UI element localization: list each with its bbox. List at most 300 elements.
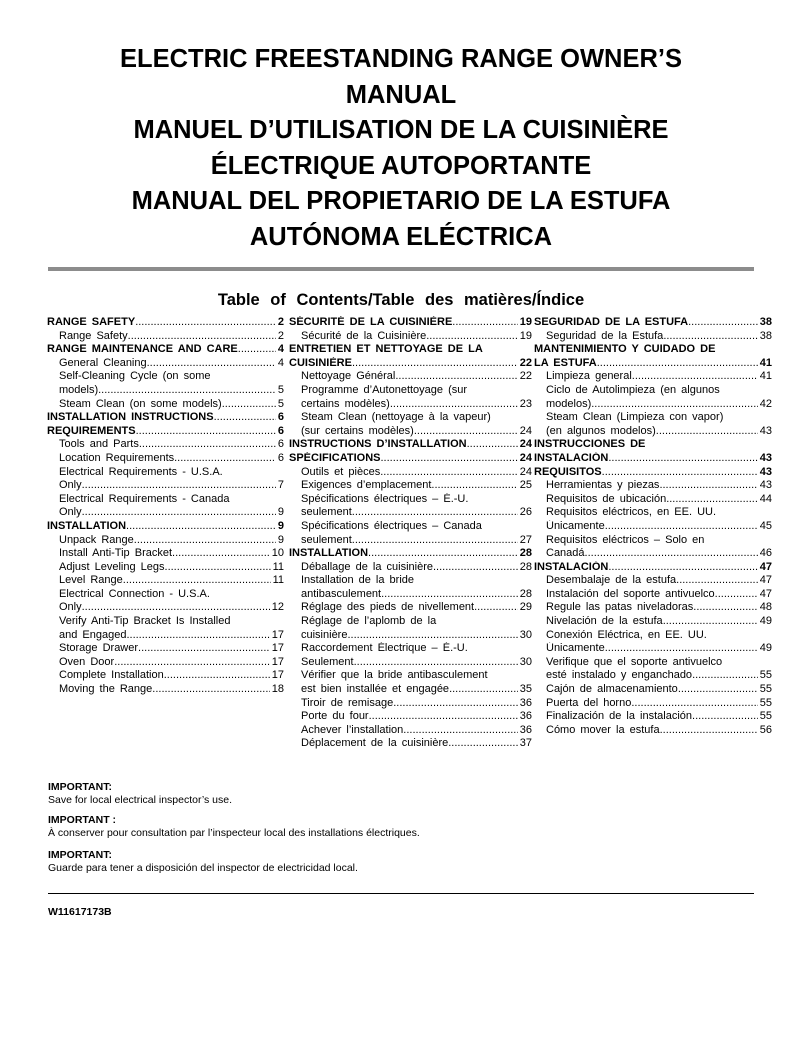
toc-entry-label: Tiroir de remisage [301,696,394,709]
title-line: ELECTRIC FREESTANDING RANGE OWNER’S [120,45,682,73]
toc-entry[interactable] [534,452,772,466]
toc-entry[interactable] [47,683,284,697]
dot-leader [380,452,517,466]
toc-entry[interactable] [47,601,284,615]
toc-entry[interactable] [534,520,772,534]
toc-entry-page: 19 [519,329,532,342]
toc-entry-page: 5 [277,383,284,396]
toc-entry[interactable] [534,534,772,548]
toc-entry-label: Exigences d’emplacement [301,479,432,492]
important-text: Guarde para tener a disposición del inspector de electricidad local. [48,861,358,874]
toc-entry[interactable] [534,669,772,683]
toc-entry-label: Herramientas y piezas [546,479,660,492]
dot-leader [692,669,758,683]
toc-entry[interactable] [289,520,532,534]
dot-leader [449,683,518,697]
toc-entry[interactable] [47,370,284,384]
title-line: AUTÓNOMA ELÉCTRICA [249,222,553,251]
dot-leader [631,697,757,711]
toc-entry-page: 41 [759,370,772,383]
toc-entry[interactable] [289,574,532,588]
toc-entry-label: REQUISITOS [534,465,602,478]
toc-entry-label: Déballage de la cuisinière [301,560,433,573]
toc-entry-label: Only [59,506,82,519]
toc-entry[interactable] [47,330,284,344]
toc-entry[interactable] [47,642,284,656]
toc-entry[interactable] [534,642,772,656]
toc-entry[interactable] [289,615,532,629]
dot-leader [608,452,757,466]
toc-entry-label: MANTENIMIENTO Y CUIDADO DE [534,343,716,356]
toc-entry-page: 43 [759,451,772,464]
toc-column-spanish [534,316,772,737]
toc-entry-label: seulement [301,506,352,519]
toc-entry-label: (sur certains modèles) [301,424,414,437]
toc-entry[interactable] [534,629,772,643]
toc-entry-label: Verifique que el soporte antivuelco [546,655,723,668]
dot-leader [676,574,758,588]
toc-entry-page: 49 [759,642,772,655]
dot-leader [660,724,758,738]
toc-entry-page: 27 [519,533,532,546]
toc-entry-label: INSTALACIÓN [534,451,609,464]
toc-entry[interactable] [534,466,772,480]
toc-entry[interactable] [289,343,532,357]
toc-entry-page: 6 [277,451,284,464]
dot-leader [380,466,518,480]
toc-entry-page: 38 [759,316,772,328]
toc-entry-label: Steam Clean (nettoyage à la vapeur) [301,411,491,424]
dot-leader [605,520,758,534]
toc-entry-page: 43 [759,465,772,478]
toc-entry-label: Tools and Parts [59,438,139,451]
toc-entry-label: Self-Cleaning Cycle (on some [59,370,211,383]
toc-entry-label: Regule las patas niveladoras [546,601,694,614]
toc-entry[interactable] [534,697,772,711]
document-code: W11617173B [48,906,112,918]
toc-entry-page: 6 [277,411,284,424]
toc-entry-label: Unpack Range [59,533,134,546]
dot-leader [414,425,518,439]
toc-entry[interactable] [47,343,284,357]
toc-entry[interactable] [47,629,284,643]
toc-entry[interactable] [289,683,532,697]
toc-entry[interactable] [534,683,772,697]
dot-leader [452,316,517,330]
toc-entry-label: Nivelación de la estufa [546,615,663,628]
toc-entry[interactable] [289,384,532,398]
toc-entry[interactable] [534,710,772,724]
toc-entry-page: 23 [519,397,532,410]
toc-entry-page: 30 [519,655,532,668]
toc-entry[interactable] [534,615,772,629]
toc-entry-label: Vérifier que la bride antibasculement [301,669,488,682]
toc-entry[interactable] [289,710,532,724]
toc-entry-label: General Cleaning [59,356,147,369]
toc-entry-page: 9 [277,533,284,546]
dot-leader [403,724,517,738]
toc-entry-label: Nettoyage Général [301,370,396,383]
toc-entry-label: Ciclo de Autolimpieza (en algunos [546,383,720,396]
toc-entry[interactable] [47,493,284,507]
toc-entry-page: 55 [759,696,772,709]
dot-leader [172,547,270,561]
toc-entry-page: 25 [519,479,532,492]
toc-entry-page: 46 [759,547,772,560]
toc-entry-label: REQUIREMENTS [47,424,136,437]
dot-leader [136,425,276,439]
toc-entry[interactable] [289,370,532,384]
toc-entry[interactable] [534,438,772,452]
toc-entry[interactable] [289,588,532,602]
dot-leader [605,642,758,656]
toc-entry[interactable] [289,398,532,412]
toc-entry-label: CUISINIÈRE [289,356,352,369]
dot-leader [128,330,276,344]
toc-entry[interactable] [289,466,532,480]
toc-entry-label: Steam Clean (on some models) [59,397,222,410]
toc-entry-label: Instalación del soporte antivuelco [546,587,715,600]
toc-entry[interactable] [289,724,532,738]
toc-entry-page: 19 [519,316,532,328]
toc-entry[interactable] [47,561,284,575]
dot-leader [632,370,758,384]
dot-leader [656,425,758,439]
toc-entry[interactable] [289,656,532,670]
toc-entry-label: SEGURIDAD DE LA ESTUFA [534,316,689,328]
toc-entry-label: INSTRUCCIONES DE [534,438,646,451]
dot-leader [692,710,758,724]
toc-entry-label: Achever l’installation [301,723,404,736]
toc-entry[interactable] [47,534,284,548]
toc-entry[interactable] [47,506,284,520]
toc-entry-page: 30 [519,628,532,641]
toc-entry-label: Réglage des pieds de nivellement [301,601,475,614]
dot-leader [164,669,270,683]
toc-entry[interactable] [289,438,532,452]
toc-entry-page: 43 [759,424,772,437]
toc-entry-label: Electrical Connection - U.S.A. [59,587,210,600]
toc-entry[interactable] [534,411,772,425]
dot-leader [602,466,758,480]
dot-leader [82,479,276,493]
toc-entry-label: Conexión Eléctrica, en EE. UU. [546,628,707,641]
toc-entry-label: esté instalado y enganchado [546,669,693,682]
toc-entry-label: Limpieza general [546,370,632,383]
toc-entry-page: 28 [519,560,532,573]
toc-entry[interactable] [534,656,772,670]
toc-entry[interactable] [534,479,772,493]
toc-entry-label: Verify Anti-Tip Bracket Is Installed [59,615,231,628]
toc-entry-page: 38 [759,329,772,342]
toc-entry[interactable] [289,479,532,493]
toc-entry-page: 22 [519,356,532,369]
toc-entry-label: Moving the Range [59,683,153,696]
important-note-spanish [48,849,358,874]
toc-entry-label: Electrical Requirements - U.S.A. [59,465,223,478]
toc-entry-label: models) [59,383,99,396]
dot-leader [393,697,518,711]
important-heading: IMPORTANT : [48,814,117,826]
toc-entry[interactable] [534,574,772,588]
toc-entry[interactable] [47,588,284,602]
toc-entry-label: Outils et pièces [301,465,381,478]
toc-entry-page: 35 [519,683,532,696]
toc-entry[interactable] [534,588,772,602]
toc-entry-page: 45 [759,519,772,532]
toc-entry-label: Oven Door [59,655,115,668]
dot-leader [98,384,276,398]
toc-column-french [289,316,532,751]
dot-leader [138,642,270,656]
toc-entry-label: Spécifications électriques – Canada [301,519,482,532]
toc-entry-page: 4 [277,356,284,369]
toc-entry[interactable] [534,547,772,561]
toc-entry-label: Installation de la bride [301,574,415,587]
dot-leader [238,343,276,357]
toc-column-english [47,316,284,697]
dot-leader [390,398,518,412]
toc-entry-page: 24 [519,424,532,437]
dot-leader [426,330,518,344]
toc-entry-page: 48 [759,601,772,614]
dot-leader [395,370,517,384]
toc-entry-label: seulement [301,533,352,546]
title-line: MANUEL D’UTILISATION DE LA CUISINIÈRE [133,116,669,144]
dot-leader [467,438,518,452]
toc-entry-label: Adjust Leveling Legs [59,560,165,573]
toc-entry-page: 47 [759,574,772,587]
toc-entry-page: 55 [759,669,772,682]
toc-entry-label: certains modèles) [301,397,390,410]
toc-entry-label: Requisitos eléctricos, en EE. UU. [546,506,717,519]
toc-entry[interactable] [47,466,284,480]
toc-entry-label: RANGE MAINTENANCE AND CARE [47,343,238,356]
toc-heading: Table of Contents/Table des matières/Índice [217,291,585,309]
toc-entry-label: Sécurité de la Cuisinière [301,329,427,342]
important-heading: IMPORTANT: [48,849,112,861]
toc-entry-label: Spécifications électriques – É.-U. [301,492,469,505]
toc-entry-label: Electrical Requirements - Canada [59,492,230,505]
toc-entry[interactable] [534,506,772,520]
toc-entry-label: (en algunos modelos) [546,424,656,437]
toc-entry-page: 6 [277,438,284,451]
dot-leader [165,561,271,575]
toc-entry-label: Finalización de la instalación [546,710,693,723]
toc-entry[interactable] [289,452,532,466]
toc-entry[interactable] [47,384,284,398]
toc-entry-page: 11 [272,560,284,573]
toc-entry[interactable] [534,601,772,615]
dot-leader [663,615,758,629]
dot-leader [381,588,518,602]
toc-entry[interactable] [289,629,532,643]
dot-leader [608,561,757,575]
toc-entry-label: modelos) [546,397,592,410]
toc-entry-page: 10 [271,547,284,560]
document-title [40,42,762,255]
toc-entry[interactable] [534,398,772,412]
toc-entry-label: Only [59,601,82,614]
toc-entry[interactable] [534,561,772,575]
dot-leader [174,452,276,466]
toc-entry[interactable] [534,493,772,507]
toc-entry-label: Range Safety [59,329,128,342]
toc-entry-label: Steam Clean (Limpieza con vapor) [546,411,724,424]
toc-entry-page: 42 [759,397,772,410]
toc-entry-label: Únicamente [546,519,605,532]
toc-entry[interactable] [534,343,772,357]
toc-entry-page: 41 [759,356,772,369]
toc-entry-label: Seguridad de la Estufa [546,329,664,342]
toc-entry-label: INSTRUCTIONS D’INSTALLATION [289,438,467,451]
toc-entry-page: 55 [759,683,772,696]
toc-entry-label: Complete Installation [59,669,164,682]
dot-leader [597,357,758,371]
dot-leader [352,357,518,371]
toc-entry-label: Install Anti-Tip Bracket [59,547,173,560]
toc-entry-label: Puerta del horno [546,696,632,709]
toc-entry[interactable] [289,642,532,656]
toc-entry[interactable] [534,357,772,371]
dot-leader [448,737,518,751]
dot-leader [368,547,518,561]
toc-entry-page: 17 [271,655,284,668]
toc-entry-page: 6 [277,424,284,437]
toc-entry-label: Únicamente [546,642,605,655]
toc-entry-label: Desembalaje de la estufa [546,574,677,587]
toc-entry-label: Déplacement de la cuisinière [301,737,449,750]
dot-leader [126,520,276,534]
toc-entry[interactable] [47,357,284,371]
toc-entry-label: INSTALLATION [47,519,127,532]
toc-entry[interactable] [47,574,284,588]
toc-entry-page: 36 [519,723,532,736]
toc-entry-label: antibasculement [301,587,382,600]
toc-entry-label: SÉCURITÉ DE LA CUISINIÈRE [289,316,453,328]
toc-entry-page: 7 [277,479,284,492]
toc-entry-page: 12 [271,601,284,614]
important-note-french [48,814,420,839]
toc-entry-page: 9 [277,519,284,532]
dot-leader [591,398,758,412]
title-line: MANUAL DEL PROPIETARIO DE LA ESTUFA [131,187,671,215]
toc-entry-page: 28 [519,547,532,560]
toc-entry-page: 22 [519,370,532,383]
toc-entry[interactable] [47,656,284,670]
dot-leader [134,534,276,548]
toc-entry[interactable] [47,452,284,466]
toc-entry-label: INSTALACIÓN [534,560,609,573]
divider [48,267,754,271]
toc-entry-page: 47 [759,560,772,573]
toc-entry-label: INSTALLATION INSTRUCTIONS [47,411,214,424]
toc-entry-page: 37 [519,737,532,750]
toc-entry[interactable] [289,534,532,548]
toc-entry[interactable] [47,479,284,493]
toc-entry[interactable] [534,370,772,384]
toc-entry[interactable] [289,697,532,711]
toc-entry[interactable] [289,737,532,751]
dot-leader [139,438,276,452]
dot-leader [666,493,758,507]
toc-entry-label: Réglage de l’aplomb de la [301,615,437,628]
toc-entry[interactable] [534,724,772,738]
toc-entry[interactable] [289,669,532,683]
toc-entry-label: Seulement [301,655,354,668]
toc-entry-page: 28 [519,587,532,600]
important-text: À conserver pour consultation par l’inspecteur local des installations électriques. [48,826,420,839]
toc-entry-label: cuisinière [301,628,348,641]
toc-entry[interactable] [534,316,772,330]
toc-entry-page: 17 [271,628,284,641]
toc-entry[interactable] [47,547,284,561]
dot-leader [135,316,276,330]
toc-entry-label: Level Range [59,574,123,587]
dot-leader [147,357,276,371]
divider [48,893,754,894]
dot-leader [354,656,518,670]
toc-entry[interactable] [289,506,532,520]
toc-entry-label: RANGE SAFETY [47,316,136,328]
toc-entry-page: 36 [519,696,532,709]
toc-entry-page: 55 [759,710,772,723]
dot-leader [347,629,517,643]
title-line: ÉLECTRIQUE AUTOPORTANTE [210,151,592,180]
toc-entry-page: 36 [519,710,532,723]
toc-entry[interactable] [47,316,284,330]
dot-leader [693,601,757,615]
toc-entry-label: SPÉCIFICATIONS [289,451,381,464]
toc-entry[interactable] [534,384,772,398]
toc-entry[interactable] [289,411,532,425]
toc-entry[interactable] [289,601,532,615]
toc-entry[interactable] [47,425,284,439]
toc-entry[interactable] [289,561,532,575]
dot-leader [659,479,757,493]
toc-entry[interactable] [47,438,284,452]
dot-leader [688,316,758,330]
toc-entry[interactable] [47,520,284,534]
toc-entry-label: Raccordement Électrique – É.-U. [301,642,468,655]
toc-entry[interactable] [289,357,532,371]
toc-entry-label: Cómo mover la estufa [546,723,660,736]
toc-entry[interactable] [47,669,284,683]
toc-entry[interactable] [289,330,532,344]
toc-entry-page: 24 [519,451,532,464]
toc-entry-label: ENTRETIEN ET NETTOYAGE DE LA [289,343,483,356]
toc-entry[interactable] [289,425,532,439]
toc-entry-label: and Engaged [59,628,127,641]
toc-entry[interactable] [47,615,284,629]
dot-leader [114,656,270,670]
toc-entry[interactable] [47,411,284,425]
toc-entry-page: 5 [277,397,284,410]
toc-entry-page: 56 [759,723,772,736]
toc-entry-page: 29 [519,601,532,614]
dot-leader [585,547,758,561]
toc-entry[interactable] [534,330,772,344]
toc-entry-page: 44 [759,492,772,505]
toc-entry[interactable] [289,493,532,507]
toc-entry[interactable] [47,398,284,412]
toc-entry[interactable] [289,547,532,561]
toc-entry[interactable] [534,425,772,439]
toc-entry-label: Cajón de almacenamiento [546,683,678,696]
toc-entry[interactable] [289,316,532,330]
dot-leader [126,629,269,643]
dot-leader [715,588,758,602]
